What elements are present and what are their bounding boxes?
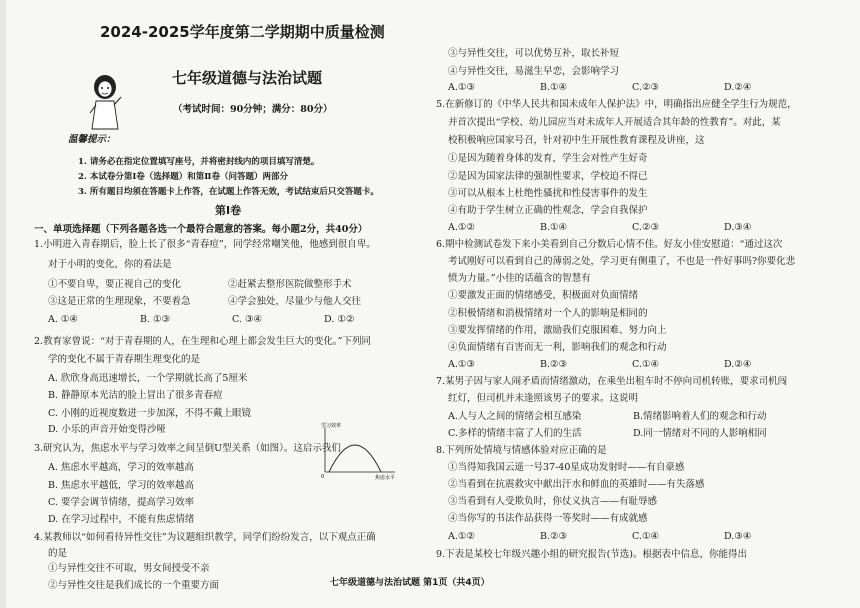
q8-item-3: ③当看到有人受欺负时，你仗义执言——有耻辱感 (448, 496, 658, 507)
q7-option-c: C.多样的情绪丰富了人们的生活 (448, 428, 582, 439)
q5-item-3: ③可以从根本上杜绝性骚扰和性侵害事件的发生 (448, 188, 648, 199)
q7-stem: 7.某男子因与家人闹矛盾而情绪激动，在乘坐出租车时不停向司机转账，要求司机闯 (436, 376, 788, 387)
page-footer: 七年级道德与法治试题 第1页（共4页） (330, 578, 490, 588)
q1-options (48, 314, 416, 326)
q2-stem-2: 学的变化不属于青春期生理变化的是 (48, 354, 201, 365)
q8-item-2: ②当看到在抗震救灾中献出汗水和鲜血的英雄时——有失落感 (448, 479, 705, 490)
q5-stem-3: 校积极响应国家号召，针对初中生开展性教育课程及讲座，这 (448, 135, 705, 146)
q7-options-row1 (448, 411, 818, 423)
q6-stem: 6.期中检测试卷发下来小美看到自己分数后心情不佳。好友小佳安慰道：“通过这次 (436, 239, 783, 250)
q1-item-1: ①不要自卑，要正视自己的变化 (48, 279, 182, 290)
instruction-2: 2. 本试卷分第Ⅰ卷（选择题）和第Ⅱ卷（问答题）两部分 (78, 172, 288, 182)
instruction-1: 1. 请务必在指定位置填写座号，并将密封线内的项目填写清楚。 (78, 157, 320, 167)
q7-stem-2: 红灯，但司机并未逢照该男子的要求。这说明 (448, 393, 639, 404)
q6-option-b: B.②③ (540, 359, 568, 370)
q8-option-d: D.③④ (724, 531, 752, 542)
q5-option-b: B.①④ (540, 222, 568, 233)
q4-option-a: A.①③ (448, 82, 475, 93)
q2-option-d: D. 小乐的声音开始变得沙哑 (48, 424, 166, 435)
scan-edge (0, 0, 6, 608)
q2-option-a: A. 欣欣身高迅速增长，一个学期就长高了5厘米 (48, 373, 248, 384)
q2-stem: 2.教育家曾说：“对于青春期的人，在生理和心理上都会发生巨大的变化。”下列同 (34, 336, 372, 347)
q1-item-4: ④学会独处，尽量少与他人交往 (228, 296, 362, 307)
q3-option-d: D. 在学习过程中，不能有焦虑情绪 (48, 514, 195, 525)
q1-item-2: ②赶紧去整形医院做整形手术 (228, 279, 352, 290)
q5-item-1: ①是因为随着身体的发育，学生会对性产生好奇 (448, 153, 648, 164)
q6-item-4: ④负面情绪有百害而无一利，影响我们的观念和行动 (448, 342, 667, 353)
q2-option-b: B. 静静原本光洁的脸上冒出了很多青春痘 (48, 390, 223, 401)
q6-item-3: ③要发挥情绪的作用，激励我们克服困难、努力向上 (448, 325, 667, 336)
q3-stem: 3.研究认为，焦虑水平与学习效率之间呈倒U型关系（如图）。这启示我们 (34, 443, 341, 454)
exam-subtitle: 七年级道德与法治试题 (172, 69, 323, 87)
q4-option-d: D.②④ (724, 82, 752, 93)
q4-option-b: B.①④ (540, 82, 568, 93)
q8-item-1: ①当得知我国云遥一号37-40星成功发射时——有自豪感 (448, 462, 685, 473)
q9-stem: 9.下表是某校七年级兴趣小组的研究报告(节选)。根据表中信息，你能得出 (436, 549, 747, 560)
q1-item-3: ③这是正常的生理现象，不要着急 (48, 296, 191, 307)
instruction-3: 3. 所有题目均须在答题卡上作答，在试题上作答无效，考试结束后只交答题卡。 (78, 187, 379, 197)
q5-stem-2: 并首次提出“学校、幼儿园应当对未成年人开展适合其年龄的性教育”。对此，某 (448, 117, 781, 128)
q3-option-b: B. 焦虑水平越低，学习的效率越高 (48, 480, 195, 491)
q1-option-a: A. ①④ (48, 314, 78, 325)
section-heading: 第Ⅰ卷 (215, 204, 242, 217)
q6-option-d: D.②④ (724, 359, 752, 370)
q4-options (448, 82, 816, 94)
q6-stem-3: 愤为力量。”小佳的话蕴含的智慧有 (448, 273, 591, 284)
q8-options (448, 531, 816, 543)
graph-origin: 0 (321, 474, 325, 480)
q8-item-4: ④当你写的书法作品获得一等奖时——有成就感 (448, 513, 648, 524)
q3-option-c: C. 要学会调节情绪，提高学习效率 (48, 497, 194, 508)
graph-xlabel: 焦虑水平 (375, 475, 396, 480)
note-label: 温馨提示： (68, 134, 116, 145)
graph-curve (329, 445, 381, 472)
q1-option-b: B. ①③ (140, 314, 171, 325)
q7-option-d: D.同一情绪对不同的人影响相同 (633, 428, 767, 439)
exam-info: （考试时间：90分钟；满分：80分） (173, 104, 333, 115)
q4-option-c: C.②③ (632, 82, 659, 93)
q1-stem-2: 对于小明的变化，你的看法是 (48, 259, 172, 270)
q4-stem-2: 的是 (48, 548, 68, 559)
q5-options (448, 222, 816, 234)
graph-ylabel: 学习效率 (321, 423, 342, 429)
q6-stem-2: 考试刚好可以看到自己的薄弱之处，学习更有侧重了，不也是一件好事吗?你要化悲 (448, 256, 796, 267)
q1-option-c: C. ③④ (232, 314, 263, 325)
q4-item-4: ④与异性交往，易滋生早恋，会影响学习 (448, 66, 620, 77)
q1-option-d: D. ①② (324, 314, 355, 325)
q5-item-2: ②是因为国家法律的强制性要求，学校迫不得已 (448, 171, 648, 182)
q6-item-1: ①要激发正面的情绪感受，积极面对负面情绪 (448, 290, 639, 301)
q5-option-c: C.②③ (632, 222, 659, 233)
cartoon-teacher-illustration (88, 73, 122, 131)
q6-option-a: A.①③ (448, 359, 475, 370)
q8-option-b: B.②③ (540, 531, 568, 542)
q5-item-4: ④有助于学生树立正确的性观念，学会自我保护 (448, 205, 648, 216)
q4-item-1: ①与异性交往不可取，男女间授受不亲 (48, 563, 210, 574)
q5-option-a: A.①② (448, 222, 475, 233)
q1-stem: 1.小明进入青春期后，脸上长了很多“青春痘”，同学经常嘲笑他，他感到很自卑。 (34, 239, 376, 250)
q4-item-3: ③与异性交往，可以优势互补，取长补短 (448, 48, 620, 59)
q7-options-row2 (448, 428, 818, 440)
q5-stem: 5.在新修订的《中华人民共和国未成年人保护法》中，明确指出应健全学生行为规范， (436, 99, 797, 110)
q8-stem: 8.下列所处情境与情感体验对应正确的是 (436, 445, 607, 456)
q4-item-2: ②与异性交往是我们成长的一个重要方面 (48, 580, 220, 591)
q8-option-a: A.①② (448, 531, 475, 542)
q7-option-a: A.人与人之间的情绪会相互感染 (448, 411, 582, 422)
exam-title: 2024-2025学年度第二学期期中质量检测 (100, 23, 385, 41)
q6-option-c: C.①④ (632, 359, 659, 370)
q8-option-c: C.①④ (632, 531, 659, 542)
section-instruction: 一、单项选择题（下列各题各选一个最符合题意的答案。每小题2分，共40分） (34, 224, 368, 235)
q6-item-2: ②积极情绪和消极情绪对一个人的影响是相同的 (448, 308, 648, 319)
q6-options (448, 359, 816, 371)
q5-option-d: D.③④ (724, 222, 752, 233)
q7-option-b: B.情绪影响着人们的观念和行动 (633, 411, 767, 422)
inverted-u-graph (315, 422, 400, 480)
q4-stem: 4.某教师以“如何看待异性交往”为议题组织教学，同学们纷纷发言，以下观点正确 (34, 532, 376, 543)
q3-option-a: A. 焦虑水平越高，学习的效率越高 (48, 462, 194, 473)
q2-option-c: C. 小刚的近视度数进一步加深，不得不戴上眼镜 (48, 408, 251, 419)
